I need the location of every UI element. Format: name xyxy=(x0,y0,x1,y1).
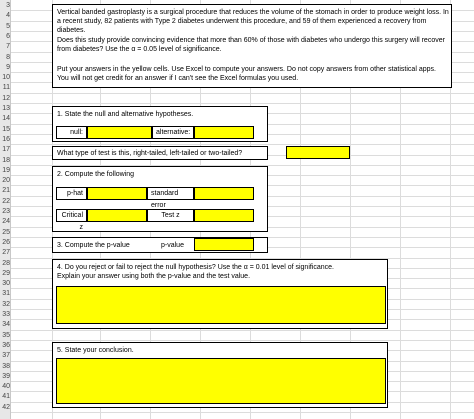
row-gridline xyxy=(11,93,474,94)
row-gridline xyxy=(11,103,474,104)
null-hypothesis-input[interactable] xyxy=(87,126,152,139)
step5-label: 5. State your conclusion. xyxy=(57,347,134,354)
row-number[interactable]: 13 xyxy=(2,105,10,112)
row-number[interactable]: 19 xyxy=(2,166,10,174)
row-number[interactable]: 20 xyxy=(2,177,10,185)
test-z-text: Test z xyxy=(161,212,180,219)
row-number[interactable]: 29 xyxy=(2,269,10,277)
phat-label: p-hat xyxy=(56,187,87,200)
row-number[interactable]: 27 xyxy=(2,249,10,257)
row-number[interactable]: 15 xyxy=(2,125,10,133)
row-number[interactable]: 25 xyxy=(2,228,10,236)
row-number[interactable]: 11 xyxy=(2,84,10,92)
row-number[interactable]: 4 xyxy=(6,12,10,20)
row-number[interactable]: 17 xyxy=(2,146,10,154)
row-number[interactable]: 12 xyxy=(2,94,10,102)
row-gridline xyxy=(11,340,474,341)
row-number[interactable]: 40 xyxy=(2,383,10,391)
row-number[interactable]: 41 xyxy=(2,393,10,401)
step3-label: 3. Compute the p-value xyxy=(57,242,130,249)
row-number[interactable]: 6 xyxy=(6,32,10,40)
critical-z-input[interactable] xyxy=(87,209,147,222)
intro-paragraph: Vertical banded gastroplasty is a surgical procedure that reduces the volume of the stomach in order to produce weight loss. In a recent study, 82 patients with Type 2 diabetes underwent this procedure, and 59 of them experienced a recovery from diabetes. xyxy=(57,9,449,34)
test-type-input[interactable] xyxy=(286,146,350,159)
row-number[interactable]: 8 xyxy=(6,53,10,61)
row-number[interactable]: 21 xyxy=(2,187,10,195)
alternative-label: alternative: xyxy=(152,126,194,139)
row-number[interactable]: 9 xyxy=(6,63,10,71)
pvalue-label: p-value xyxy=(161,242,184,249)
row-number[interactable]: 23 xyxy=(2,208,10,215)
row-number[interactable]: 24 xyxy=(2,218,10,226)
row-gridline xyxy=(11,412,474,413)
row-number[interactable]: 35 xyxy=(2,331,10,339)
pvalue-input[interactable] xyxy=(194,238,254,251)
intro-instructions: Put your answers in the yellow cells. Use Excel to compute your answers. Do not copy answers from other statistical apps. You will not get credit for an answer if I can't see the Excel formulas you used. xyxy=(57,66,436,82)
test-z-label xyxy=(147,209,194,222)
alternative-hypothesis-input[interactable] xyxy=(194,126,254,139)
step4-explain: Explain your answer using both the p-value and the test value. xyxy=(57,273,251,280)
row-number[interactable]: 42 xyxy=(2,403,10,411)
test-z-input[interactable] xyxy=(194,209,254,222)
row-number[interactable]: 18 xyxy=(2,156,10,164)
phat-input[interactable] xyxy=(87,187,147,200)
row-number[interactable]: 38 xyxy=(2,362,10,370)
row-number[interactable]: 10 xyxy=(2,74,10,82)
row-number[interactable]: 34 xyxy=(2,321,10,329)
step4-question: 4. Do you reject or fail to reject the null hypothesis? Use the α = 0.01 level of significance. xyxy=(57,264,335,271)
intro-text-box xyxy=(52,4,452,88)
standard-error-input[interactable] xyxy=(194,187,254,200)
row-number[interactable]: 26 xyxy=(2,238,10,246)
row-gridline xyxy=(11,330,474,331)
step4-answer-input[interactable] xyxy=(56,286,386,324)
step5-answer-input[interactable] xyxy=(56,358,386,404)
step2-label: 2. Compute the following xyxy=(57,171,135,178)
row-number[interactable]: 16 xyxy=(2,135,10,143)
intro-question: Does this study provide convincing evidence that more than 60% of those with diabetes who undergo this surgery will recover from diabetes? Use the α = 0.05 level of significance. xyxy=(57,37,445,53)
row-number[interactable]: 7 xyxy=(6,43,10,51)
standard-error-label: standard error xyxy=(147,187,194,200)
test-type-box xyxy=(52,146,268,160)
row-number[interactable]: 30 xyxy=(2,280,10,288)
null-label: null: xyxy=(56,126,87,139)
row-number[interactable]: 36 xyxy=(2,341,10,349)
row-number[interactable]: 3 xyxy=(6,2,10,9)
row-number[interactable]: 5 xyxy=(6,22,10,30)
row-number[interactable]: 39 xyxy=(2,372,10,380)
row-number[interactable]: 14 xyxy=(2,115,10,123)
row-number[interactable]: 37 xyxy=(2,352,10,360)
row-number[interactable]: 28 xyxy=(2,259,10,267)
step1-label: 1. State the null and alternative hypotheses. xyxy=(57,111,194,118)
row-number[interactable]: 31 xyxy=(2,290,10,298)
row-number[interactable]: 22 xyxy=(2,197,10,205)
row-number[interactable]: 33 xyxy=(2,311,10,318)
critical-z-label: Critical z xyxy=(56,209,87,222)
test-type-question: What type of test is this, right-tailed, left-tailed or two-tailed? xyxy=(57,150,243,157)
row-number[interactable]: 32 xyxy=(2,300,10,308)
